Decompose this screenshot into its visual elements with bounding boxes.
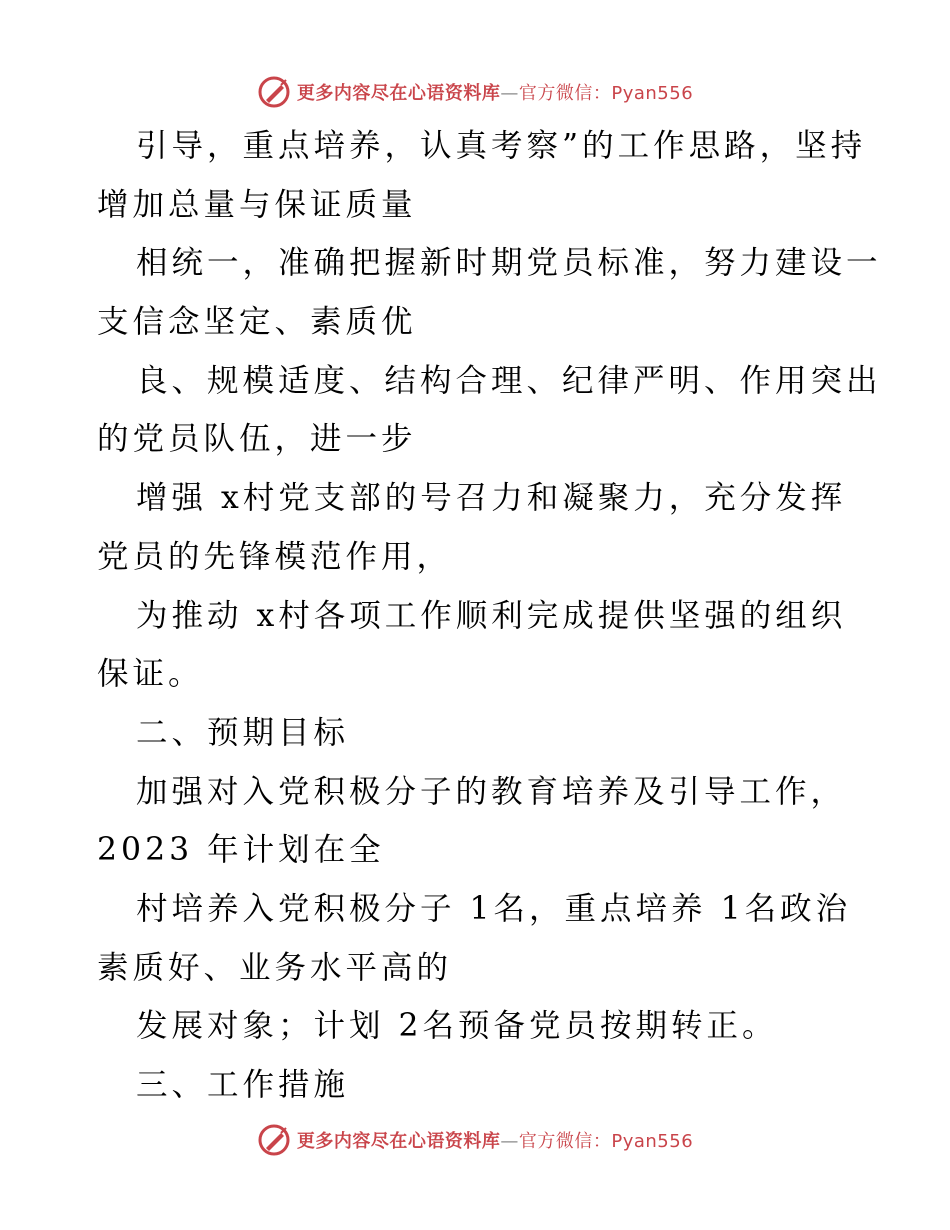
text-line: 党员的先锋模范作用， — [97, 538, 453, 575]
watermark-group — [257, 1123, 693, 1157]
header-watermark — [0, 72, 950, 112]
text-line: 村培养入党积极分子 1名，重点培养 1名政治 — [136, 890, 852, 927]
text-line: 2023 年计划在全 — [97, 832, 385, 869]
quill-circle-logo-icon — [257, 1123, 291, 1157]
text-line: 保证。 — [97, 656, 204, 693]
text-line: 良、规模适度、结构合理、纪律严明、作用突出 — [136, 362, 882, 399]
text-line: 发展对象；计划 2名预备党员按期转正。 — [136, 1008, 778, 1045]
quill-circle-logo-icon — [257, 75, 291, 109]
text-line: 相统一，准确把握新时期党员标准，努力建设一 — [136, 245, 882, 282]
text-line: 支信念坚定、素质优 — [97, 304, 417, 341]
footer-watermark — [0, 1120, 950, 1160]
text-line: 引导，重点培养，认真考察”的工作思路，坚持 — [136, 128, 867, 164]
watermark-contact: 官方微信：Pyan556 — [518, 1131, 694, 1152]
watermark-group — [257, 75, 693, 109]
text-line: 为推动 x村各项工作顺利完成提供坚强的组织 — [136, 597, 847, 634]
watermark-separator: — — [500, 83, 519, 104]
watermark-brand: 更多内容尽在心语资料库 — [296, 83, 501, 104]
watermark-separator: — — [500, 1131, 519, 1152]
text-line: 素质好、业务水平高的 — [97, 949, 453, 986]
text-line: 三、工作措施 — [136, 1067, 350, 1103]
text-line: 增加总量与保证质量 — [97, 186, 417, 223]
text-line: 的党员队伍，进一步 — [97, 421, 417, 458]
text-line: 二、预期目标 — [136, 714, 350, 751]
watermark-brand: 更多内容尽在心语资料库 — [296, 1131, 501, 1152]
watermark-contact: 官方微信：Pyan556 — [518, 83, 694, 104]
text-line: 增强 x村党支部的号召力和凝聚力，充分发挥 — [136, 480, 847, 517]
text-line: 加强对入党积极分子的教育培养及引导工作， — [136, 773, 847, 810]
document-body — [97, 117, 882, 1115]
